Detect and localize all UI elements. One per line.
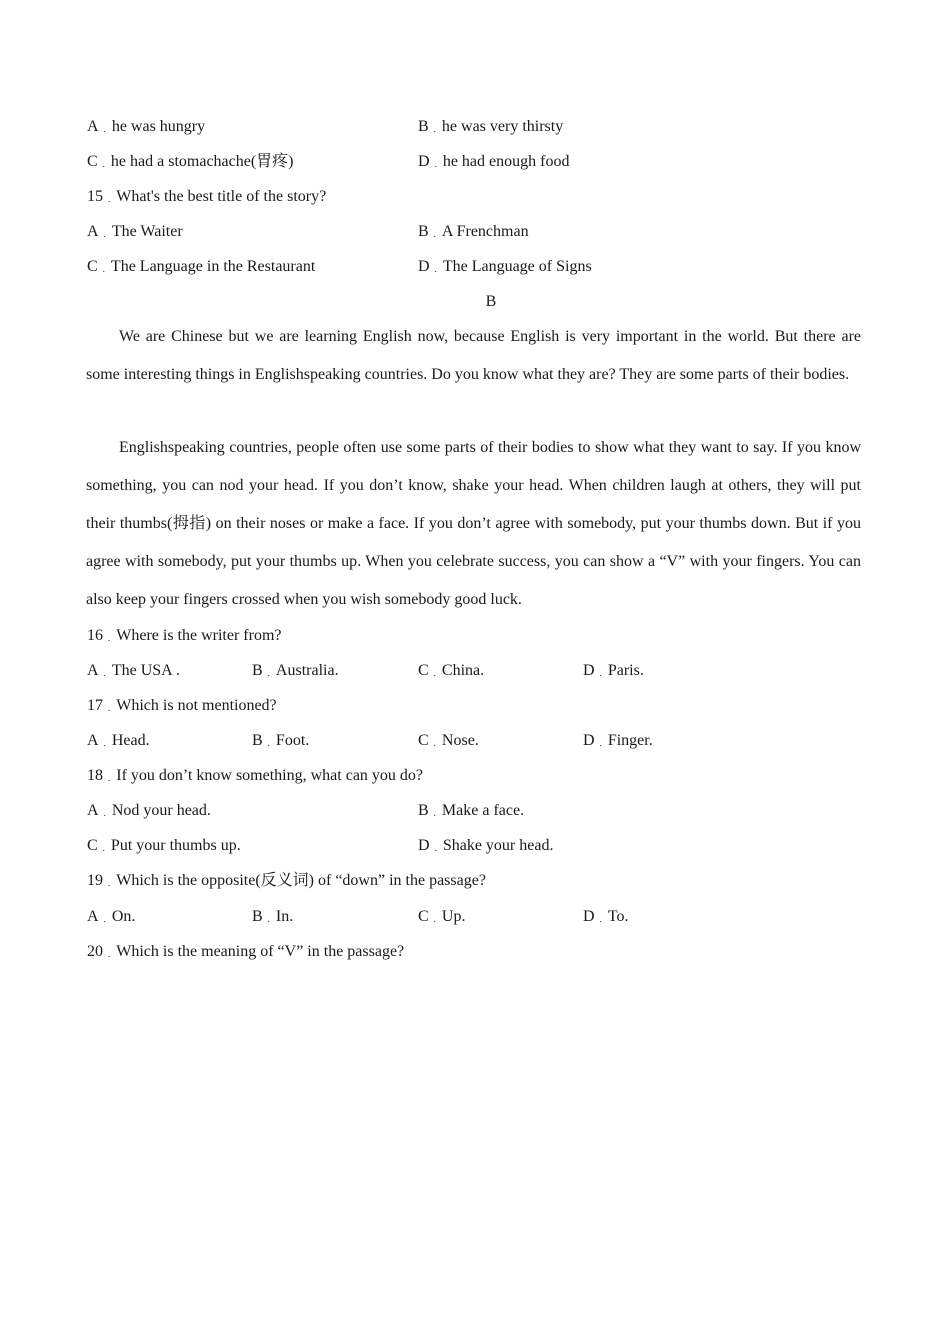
- question-separator: .: [108, 773, 111, 783]
- question-number: 18: [87, 767, 103, 784]
- option-letter: C: [418, 662, 429, 679]
- option-text: Shake your head.: [442, 837, 554, 854]
- q17-option-a: [87, 731, 150, 752]
- option-separator: .: [433, 229, 436, 239]
- option-letter: B: [418, 802, 429, 819]
- q16-option-d: [583, 661, 644, 682]
- section-heading: B: [485, 293, 497, 310]
- q19-option-d: [583, 907, 628, 928]
- option-letter: D: [583, 662, 595, 679]
- q15-option-b: [418, 222, 529, 243]
- question-18: [87, 766, 423, 787]
- option-letter: B: [418, 223, 429, 240]
- option-letter: C: [418, 908, 429, 925]
- q14-option-c: [87, 152, 294, 173]
- option-separator: .: [433, 124, 436, 134]
- option-separator: .: [103, 808, 106, 818]
- q16-option-a: [87, 661, 180, 682]
- q17-option-d: [583, 731, 653, 752]
- option-letter: D: [583, 908, 595, 925]
- option-letter: C: [418, 732, 429, 749]
- option-text: Finger.: [607, 732, 653, 749]
- option-separator: .: [433, 808, 436, 818]
- question-19: [87, 871, 486, 892]
- option-text: Foot.: [275, 732, 310, 749]
- option-separator: .: [599, 914, 602, 924]
- option-letter: A: [87, 223, 99, 240]
- option-letter: B: [418, 118, 429, 135]
- question-number: 19: [87, 872, 103, 889]
- option-separator: .: [599, 668, 602, 678]
- option-text: The USA .: [111, 662, 180, 679]
- option-separator: .: [599, 738, 602, 748]
- question-text: Which is the meaning of “V” in the passage?: [116, 943, 405, 960]
- question-number: 20: [87, 943, 103, 960]
- question-separator: .: [108, 194, 111, 204]
- option-separator: .: [102, 264, 105, 274]
- option-text: he was hungry: [111, 118, 206, 135]
- question-separator: .: [108, 703, 111, 713]
- q15-option-c: [87, 257, 315, 278]
- option-letter: A: [87, 118, 99, 135]
- option-separator: .: [103, 914, 106, 924]
- option-letter: A: [87, 732, 99, 749]
- question-text: What's the best title of the story?: [116, 188, 327, 205]
- q16-option-c: [418, 661, 484, 682]
- option-letter: C: [87, 837, 98, 854]
- question-separator: .: [108, 633, 111, 643]
- question-separator: .: [108, 878, 111, 888]
- q19-option-a: [87, 907, 135, 928]
- option-letter: A: [87, 662, 99, 679]
- question-number: 16: [87, 627, 103, 644]
- option-text: Head.: [111, 732, 150, 749]
- option-letter: D: [583, 732, 595, 749]
- option-letter: C: [87, 153, 98, 170]
- option-letter: C: [87, 258, 98, 275]
- option-separator: .: [103, 124, 106, 134]
- option-separator: .: [267, 914, 270, 924]
- option-separator: .: [102, 159, 105, 169]
- q17-option-b: [252, 731, 309, 752]
- question-20: [87, 942, 404, 963]
- option-text: Paris.: [607, 662, 644, 679]
- q18-option-c: [87, 836, 241, 857]
- option-text: he was very thirsty: [441, 118, 564, 135]
- q14-option-b: [418, 117, 563, 138]
- option-letter: B: [252, 732, 263, 749]
- option-letter: A: [87, 802, 99, 819]
- q15-option-a: [87, 222, 183, 243]
- option-text: he had enough food: [442, 153, 570, 170]
- question-separator: .: [108, 949, 111, 959]
- question-text: Which is the opposite(反义词) of “down” in the passage?: [116, 872, 486, 889]
- question-17: [87, 696, 277, 717]
- option-text: To.: [607, 908, 629, 925]
- passage-paragraph-2: Englishspeaking countries, people often use some parts of their bodies to show what they want to say. If you know something, you can nod your head. If you don’t know, shake your head. When children laugh at others, they will put their thumbs(拇指) on their noses or make a face. If you don’t agree with somebody, put your thumbs down. But if you agree with somebody, put your thumbs up. When you celebrate success, you can show a “V” with your fingers. You can also keep your fingers crossed when you wish somebody good luck.: [86, 439, 861, 608]
- option-separator: .: [434, 843, 437, 853]
- option-separator: .: [267, 668, 270, 678]
- q14-option-a: [87, 117, 205, 138]
- option-separator: .: [434, 159, 437, 169]
- option-letter: D: [418, 258, 430, 275]
- option-text: The Language of Signs: [442, 258, 592, 275]
- option-text: On.: [111, 908, 136, 925]
- q16-option-b: [252, 661, 339, 682]
- option-separator: .: [103, 668, 106, 678]
- option-letter: D: [418, 837, 430, 854]
- option-text: The Language in the Restaurant: [110, 258, 316, 275]
- q17-option-c: [418, 731, 479, 752]
- option-letter: D: [418, 153, 430, 170]
- option-text: Put your thumbs up.: [110, 837, 241, 854]
- option-letter: A: [87, 908, 99, 925]
- question-number: 15: [87, 188, 103, 205]
- option-text: The Waiter: [111, 223, 183, 240]
- question-15: [87, 187, 326, 208]
- q18-option-b: [418, 801, 524, 822]
- question-text: Where is the writer from?: [116, 627, 282, 644]
- option-text: Nod your head.: [111, 802, 211, 819]
- q18-option-a: [87, 801, 211, 822]
- option-text: In.: [275, 908, 294, 925]
- option-separator: .: [433, 914, 436, 924]
- option-text: A Frenchman: [441, 223, 529, 240]
- q18-option-d: [418, 836, 553, 857]
- option-text: China.: [441, 662, 485, 679]
- question-text: Which is not mentioned?: [116, 697, 277, 714]
- option-separator: .: [102, 843, 105, 853]
- q19-option-c: [418, 907, 465, 928]
- option-text: Nose.: [441, 732, 479, 749]
- q15-option-d: [418, 257, 592, 278]
- question-number: 17: [87, 697, 103, 714]
- question-16: [87, 626, 282, 647]
- q19-option-b: [252, 907, 293, 928]
- option-letter: B: [252, 908, 263, 925]
- option-separator: .: [267, 738, 270, 748]
- option-text: Make a face.: [441, 802, 525, 819]
- option-text: Up.: [441, 908, 466, 925]
- question-text: If you don’t know something, what can you do?: [116, 767, 424, 784]
- q14-option-d: [418, 152, 569, 173]
- option-separator: .: [103, 738, 106, 748]
- option-separator: .: [433, 668, 436, 678]
- option-letter: B: [252, 662, 263, 679]
- option-text: he had a stomachache(胃疼): [110, 153, 294, 170]
- passage-paragraph-1: We are Chinese but we are learning English now, because English is very important in the world. But there are some interesting things in Englishspeaking countries. Do you know what they are? They are some parts of their bodies.: [86, 328, 861, 383]
- option-separator: .: [103, 229, 106, 239]
- option-separator: .: [434, 264, 437, 274]
- option-text: Australia.: [275, 662, 339, 679]
- option-separator: .: [433, 738, 436, 748]
